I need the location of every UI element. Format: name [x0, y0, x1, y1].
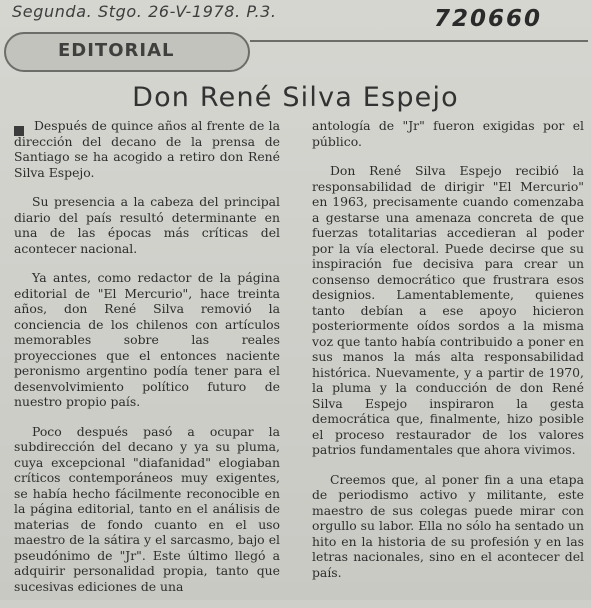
- handwritten-archive-number: 720660: [434, 6, 543, 32]
- top-divider-rule: [250, 40, 588, 42]
- article-paragraph: Don René Silva Espejo recibió la responsabilidad de dirigir "El Mercurio" en 1963, precisamente cuando comenzaba a gestarse una amenaza concreta de que fuerzas totalitarias accedieran al poder por la vía electoral. Puede decirse que su inspiración fue decisiva para crear un consenso democrático que frustrara esos designios. Lamentablemente, quienes tanto debían a ese apoyo hicieron posteriormente oídos sordos a la misma voz que tanto había contribuido a poner en sus manos la más alta responsabilidad histórica. Nuevamente, y a partir de 1970, la pluma y la conducción de don René Silva Espejo inspiraron la gesta democrática que, finalmente, hizo posible el proceso restaurador de los valores patrios fundamentales que ahora vivimos.: [312, 163, 584, 457]
- article-paragraph: Su presencia a la cabeza del principal diario del país resultó determinante en una de las épocas más críticas del acontecer nacional.: [14, 194, 280, 256]
- article-paragraph: Después de quince años al frente de la dirección del decano de la prensa de Santiago se ha acogido a retiro don René Silva Espejo.: [14, 118, 280, 180]
- article-column-right: [312, 118, 584, 594]
- article-paragraph: antología de "Jr" fueron exigidas por el público.: [312, 118, 584, 149]
- article-column-left: [14, 118, 280, 608]
- handwritten-source-note: Segunda. Stgo. 26-V-1978. P.3.: [12, 2, 277, 21]
- article-paragraph: Ya antes, como redactor de la página editorial de "El Mercurio", hace treinta años, don René Silva removió la conciencia de los chilenos con artículos memorables sobre las reales proyecciones que el entonces naciente peronismo argentino podía tener para el desenvolvimiento político futuro de nuestro propio país.: [14, 270, 280, 409]
- section-label: EDITORIAL: [58, 40, 175, 61]
- article-headline: Don René Silva Espejo: [132, 82, 459, 113]
- article-paragraph: Creemos que, al poner fin a una etapa de periodismo activo y militante, este maestro de sus colegas puede mirar con orgullo su labor. Ella no sólo ha sentado un hito en la historia de su profesión y en las letras nacionales, sino en el acontecer del país.: [312, 471, 584, 580]
- article-paragraph: Poco después pasó a ocupar la subdirección del decano y ya su pluma, cuya excepcional "diafanidad" elogiaban críticos contemporáneos muy exigentes, se había hecho fácilmente reconocible en la página editorial, tanto en el análisis de materias de fondo cuanto en el uso maestro de la sátira y el sarcasmo, bajo el pseudónimo de "Jr". Este último llegó a adquirir personalidad propia, tanto que sucesivas ediciones de una: [14, 423, 280, 594]
